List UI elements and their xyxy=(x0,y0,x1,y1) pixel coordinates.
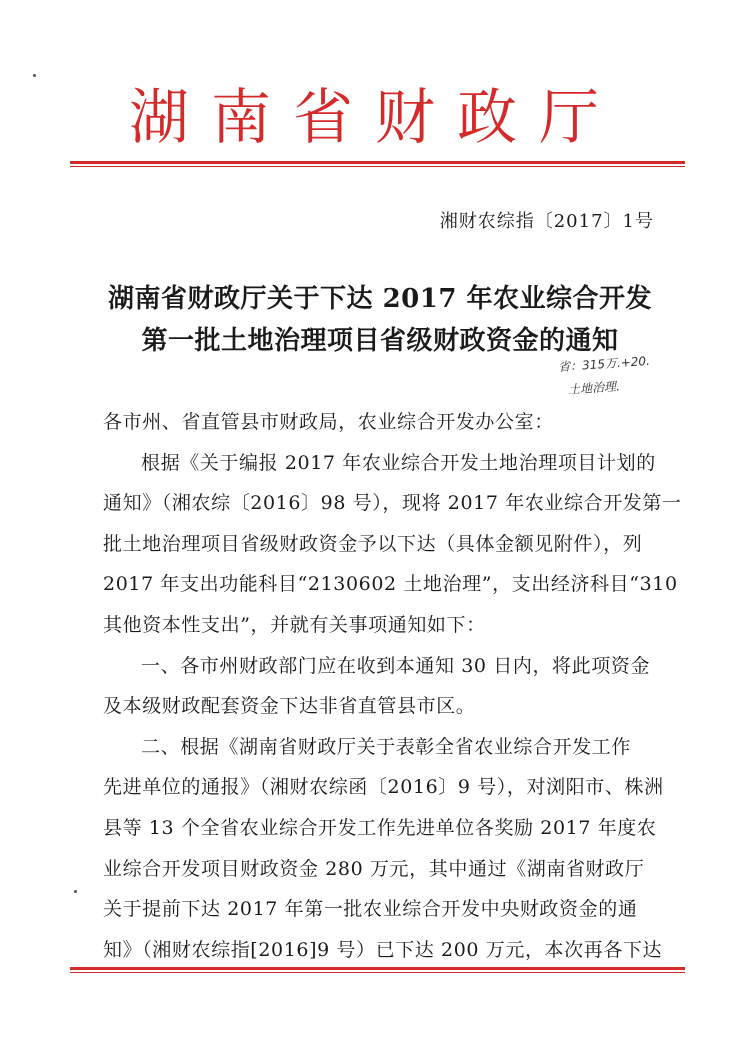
document-title xyxy=(80,278,680,362)
handwritten-note: 土地治理. xyxy=(567,379,621,397)
footer-red-rule xyxy=(70,967,685,973)
body-line: 县等 13 个全省农业综合开发工作先进单位各奖励 2017 年度农 xyxy=(103,816,657,839)
header-red-rule xyxy=(70,161,685,167)
document-number: 湘财农综指〔2017〕1号 xyxy=(439,211,654,232)
scan-speck xyxy=(74,890,77,893)
salutation xyxy=(103,402,663,443)
body-line: 业综合开发项目财政资金 280 万元，其中通过《湖南省财政厅 xyxy=(103,857,645,880)
body-line: 通知》（湘农综〔2016〕98 号），现将 2017 年农业综合开发第一 xyxy=(103,492,682,515)
title-line: 湖南省财政厅关于下达 2017 年农业综合开发 xyxy=(108,284,652,314)
scan-speck xyxy=(33,74,36,77)
document-body xyxy=(103,402,682,970)
body-line: 及本级财政配套资金下达非省直管县市区。 xyxy=(103,695,476,718)
paragraph-2 xyxy=(103,646,663,727)
body-line: 其他资本性支出”，并就有关事项通知如下： xyxy=(103,613,486,636)
body-line: 关于提前下达 2017 年第一批农业综合开发中央财政资金的通 xyxy=(103,898,638,921)
body-line: 知》（湘财农综指[2016]9 号）已下达 200 万元，本次再各下达 xyxy=(103,938,663,961)
body-line: 2017 年支出功能科目“2130602 土地治理”，支出经济科目“310 xyxy=(103,573,678,596)
body-line: 先进单位的通报》（湘财农综函〔2016〕9 号），对浏阳市、株洲 xyxy=(103,776,664,799)
paragraph-1 xyxy=(103,443,682,646)
issuer-header: 湖南省财政厅 xyxy=(129,83,621,153)
title-line: 第一批土地治理项目省级财政资金的通知 xyxy=(141,326,619,356)
body-line: 一、各市州财政部门应在收到本通知 30 日内，将此项资金 xyxy=(141,654,651,677)
body-line: 各市州、省直管县市财政局，农业综合开发办公室： xyxy=(103,411,554,433)
body-line: 根据《关于编报 2017 年农业综合开发土地治理项目计划的 xyxy=(141,451,656,474)
body-line: 批土地治理项目省级财政资金予以下达（具体金额见附件），列 xyxy=(103,532,643,555)
handwritten-note: 省：315万.+20. xyxy=(557,353,651,375)
paragraph-3 xyxy=(103,727,663,971)
body-line: 二、根据《湖南省财政厅关于表彰全省农业综合开发工作 xyxy=(141,735,632,758)
